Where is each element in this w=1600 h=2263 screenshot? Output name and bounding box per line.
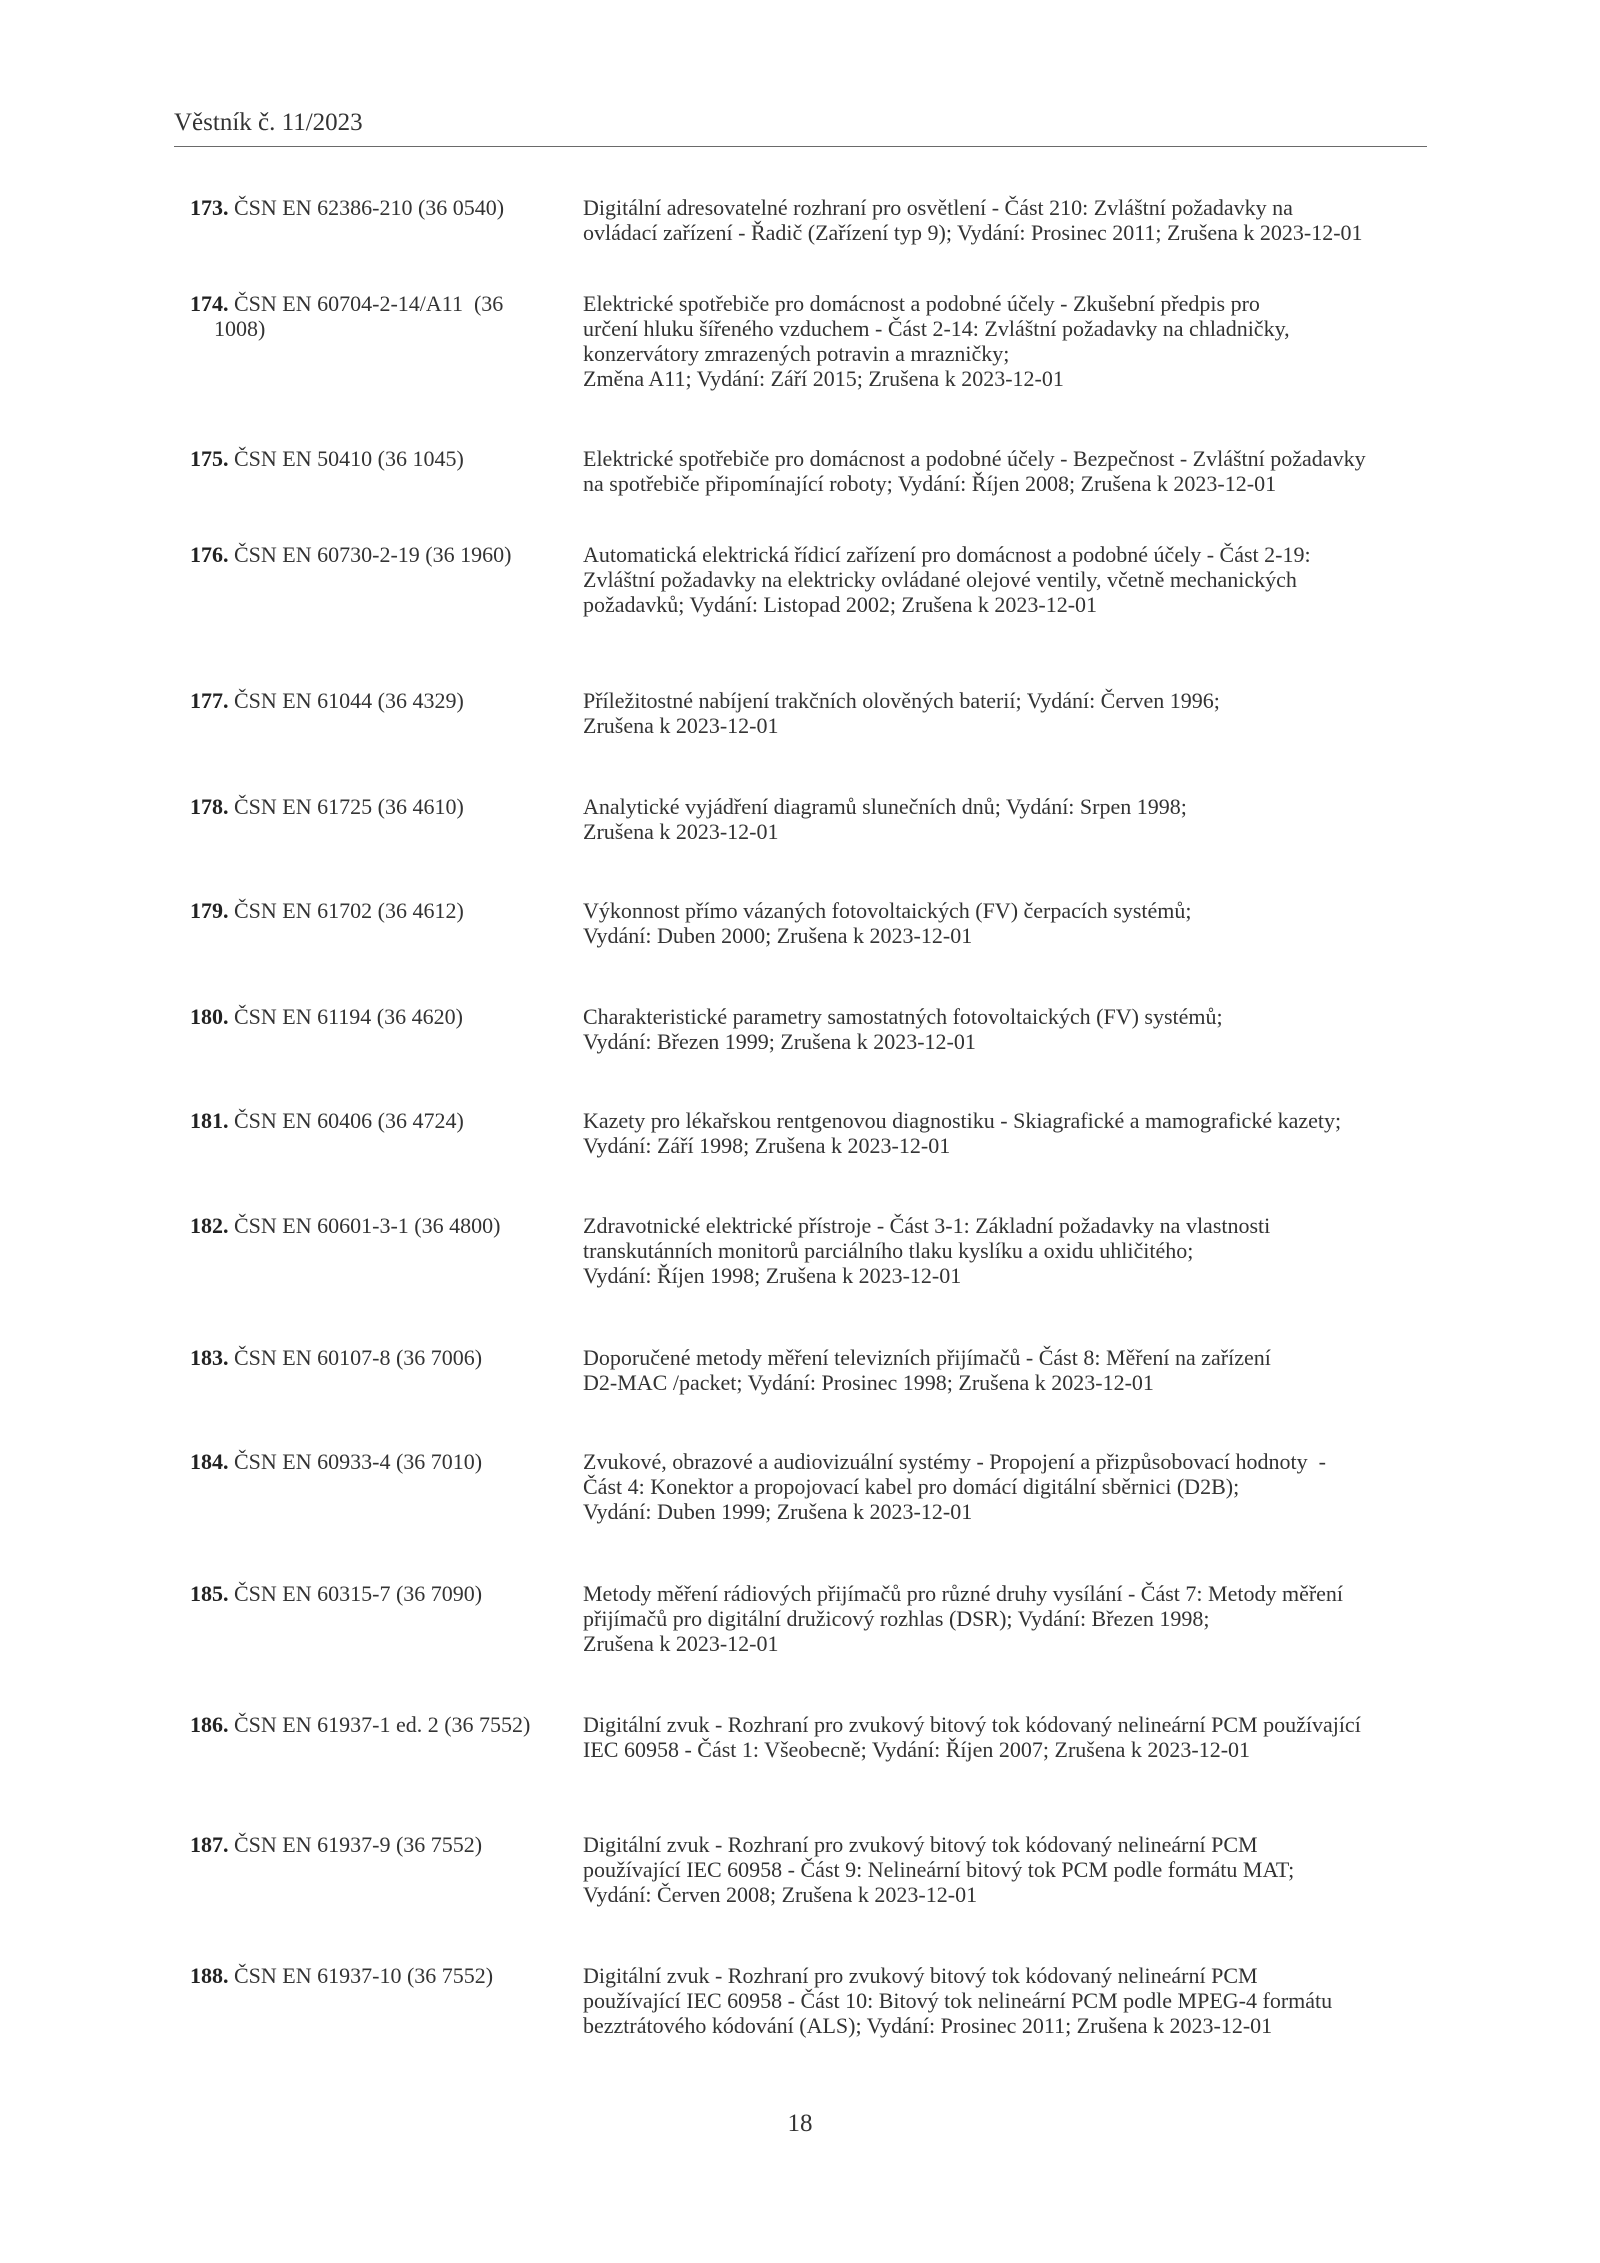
description-line: Kazety pro lékařskou rentgenovou diagnostiku - Skiagrafické a mamografické kazety; [583,1108,1342,1133]
description-line: Vydání: Březen 1999; Zrušena k 2023-12-01 [583,1029,976,1054]
standard-designation [190,446,562,471]
standard-code: ČSN EN 61937-10 (36 7552) [228,1963,494,1988]
standard-designation [190,688,562,713]
standard-description [583,195,1433,245]
description-line: bezztrátového kódování (ALS); Vydání: Prosinec 2011; Zrušena k 2023-12-01 [583,2013,1273,2038]
standard-code: ČSN EN 60107-8 (36 7006) [228,1345,483,1370]
item-number: 179. [190,898,229,923]
standard-description [583,898,1433,948]
standard-description [583,1004,1433,1054]
standard-description [583,794,1433,844]
description-line: Zrušena k 2023-12-01 [583,713,779,738]
description-line: Analytické vyjádření diagramů slunečních dnů; Vydání: Srpen 1998; [583,794,1187,819]
standard-description [583,1449,1433,1524]
standard-designation [190,1963,562,1988]
item-number: 186. [190,1712,229,1737]
item-number: 177. [190,688,229,713]
description-line: požadavků; Vydání: Listopad 2002; Zrušena k 2023-12-01 [583,592,1098,617]
standard-description [583,1963,1433,2038]
standard-description [583,1712,1433,1762]
standard-designation [190,1108,562,1133]
description-line: Automatická elektrická řídicí zařízení pro domácnost a podobné účely - Část 2-19: [583,542,1311,567]
item-number: 185. [190,1581,229,1606]
standard-code: ČSN EN 61702 (36 4612) [228,898,464,923]
standard-designation [190,1449,562,1474]
standard-description [583,446,1433,496]
description-line: transkutánních monitorů parciálního tlaku kyslíku a oxidu uhličitého; [583,1238,1194,1263]
description-line: používající IEC 60958 - Část 9: Nelineární bitový tok PCM podle formátu MAT; [583,1857,1295,1882]
description-line: Zvláštní požadavky na elektricky ovládané olejové ventily, včetně mechanických [583,567,1297,592]
item-number: 188. [190,1963,229,1988]
item-number: 178. [190,794,229,819]
standard-code: ČSN EN 60933-4 (36 7010) [228,1449,483,1474]
page-number: 18 [787,2110,813,2137]
standard-description [583,542,1433,617]
description-line: Výkonnost přímo vázaných fotovoltaických (FV) čerpacích systémů; [583,898,1192,923]
standard-code: ČSN EN 61044 (36 4329) [228,688,464,713]
standard-description [583,1108,1433,1158]
item-number: 183. [190,1345,229,1370]
description-line: Vydání: Říjen 1998; Zrušena k 2023-12-01 [583,1263,962,1288]
description-line: Digitální zvuk - Rozhraní pro zvukový bitový tok kódovaný nelineární PCM [583,1832,1258,1857]
standard-designation [190,291,562,341]
description-line: Změna A11; Vydání: Září 2015; Zrušena k 2023-12-01 [583,366,1064,391]
standard-code: ČSN EN 61937-9 (36 7552) [228,1832,483,1857]
item-number: 175. [190,446,229,471]
standard-description [583,688,1433,738]
description-line: Zrušena k 2023-12-01 [583,1631,779,1656]
standard-designation [190,1213,562,1238]
standard-description [583,1581,1433,1656]
standard-description [583,291,1433,391]
description-line: Vydání: Červen 2008; Zrušena k 2023-12-01 [583,1882,978,1907]
item-number: 173. [190,195,229,220]
description-line: Doporučené metody měření televizních přijímačů - Část 8: Měření na zařízení [583,1345,1271,1370]
description-line: IEC 60958 - Část 1: Všeobecně; Vydání: Říjen 2007; Zrušena k 2023-12-01 [583,1737,1251,1762]
standard-code: ČSN EN 61194 (36 4620) [228,1004,463,1029]
item-number: 182. [190,1213,229,1238]
description-line: ovládací zařízení - Řadič (Zařízení typ 9); Vydání: Prosinec 2011; Zrušena k 2023-12-01 [583,220,1363,245]
standard-designation [190,1832,562,1857]
standard-code: ČSN EN 60730-2-19 (36 1960) [228,542,512,567]
description-line: Digitální zvuk - Rozhraní pro zvukový bitový tok kódovaný nelineární PCM [583,1963,1258,1988]
standard-code: ČSN EN 62386-210 (36 0540) [228,195,505,220]
standard-code: ČSN EN 50410 (36 1045) [228,446,464,471]
standard-code: ČSN EN 61937-1 ed. 2 (36 7552) [228,1712,531,1737]
description-line: Vydání: Duben 2000; Zrušena k 2023-12-01 [583,923,973,948]
description-line: konzervátory zmrazených potravin a mrazničky; [583,341,1010,366]
standard-designation [190,542,562,567]
description-line: Zdravotnické elektrické přístroje - Část 3-1: Základní požadavky na vlastnosti [583,1213,1271,1238]
description-line: na spotřebiče připomínající roboty; Vydání: Říjen 2008; Zrušena k 2023-12-01 [583,471,1277,496]
page-header: Věstník č. 11/2023 [174,109,363,136]
standard-description [583,1832,1433,1907]
standard-designation [190,1004,562,1029]
description-line: určení hluku šířeného vzduchem - Část 2-14: Zvláštní požadavky na chladničky, [583,316,1290,341]
description-line: Charakteristické parametry samostatných fotovoltaických (FV) systémů; [583,1004,1223,1029]
description-line: používající IEC 60958 - Část 10: Bitový tok nelineární PCM podle MPEG-4 formátu [583,1988,1333,2013]
standard-code: ČSN EN 60406 (36 4724) [228,1108,464,1133]
description-line: Elektrické spotřebiče pro domácnost a podobné účely - Zkušební předpis pro [583,291,1260,316]
description-line: Část 4: Konektor a propojovací kabel pro domácí digitální sběrnici (D2B); [583,1474,1240,1499]
standard-designation [190,898,562,923]
description-line: Vydání: Září 1998; Zrušena k 2023-12-01 [583,1133,951,1158]
standard-designation [190,794,562,819]
standard-code: ČSN EN 60601-3-1 (36 4800) [228,1213,501,1238]
description-line: Digitální zvuk - Rozhraní pro zvukový bitový tok kódovaný nelineární PCM používající [583,1712,1361,1737]
description-line: přijímačů pro digitální družicový rozhlas (DSR); Vydání: Březen 1998; [583,1606,1210,1631]
description-line: Metody měření rádiových přijímačů pro různé druhy vysílání - Část 7: Metody měření [583,1581,1344,1606]
standard-description [583,1345,1433,1395]
item-number: 176. [190,542,229,567]
standard-designation [190,195,562,220]
standard-designation [190,1581,562,1606]
description-line: Digitální adresovatelné rozhraní pro osvětlení - Část 210: Zvláštní požadavky na [583,195,1293,220]
standard-description [583,1213,1433,1288]
item-number: 184. [190,1449,229,1474]
standard-code: ČSN EN 60315-7 (36 7090) [228,1581,483,1606]
standard-designation [190,1345,562,1370]
description-line: Zvukové, obrazové a audiovizuální systémy - Propojení a přizpůsobovací hodnoty - [583,1449,1326,1474]
description-line: Vydání: Duben 1999; Zrušena k 2023-12-01 [583,1499,973,1524]
standard-code: ČSN EN 61725 (36 4610) [228,794,464,819]
standard-code-continued: 1008) [214,316,266,341]
description-line: Elektrické spotřebiče pro domácnost a podobné účely - Bezpečnost - Zvláštní požadavky [583,446,1366,471]
description-line: Zrušena k 2023-12-01 [583,819,779,844]
item-number: 174. [190,291,229,316]
item-number: 181. [190,1108,229,1133]
description-line: D2-MAC /packet; Vydání: Prosinec 1998; Zrušena k 2023-12-01 [583,1370,1154,1395]
standard-designation [190,1712,562,1737]
item-number: 187. [190,1832,229,1857]
description-line: Příležitostné nabíjení trakčních olověných baterií; Vydání: Červen 1996; [583,688,1220,713]
standard-code: ČSN EN 60704-2-14/A11 (36 [228,291,504,316]
item-number: 180. [190,1004,229,1029]
